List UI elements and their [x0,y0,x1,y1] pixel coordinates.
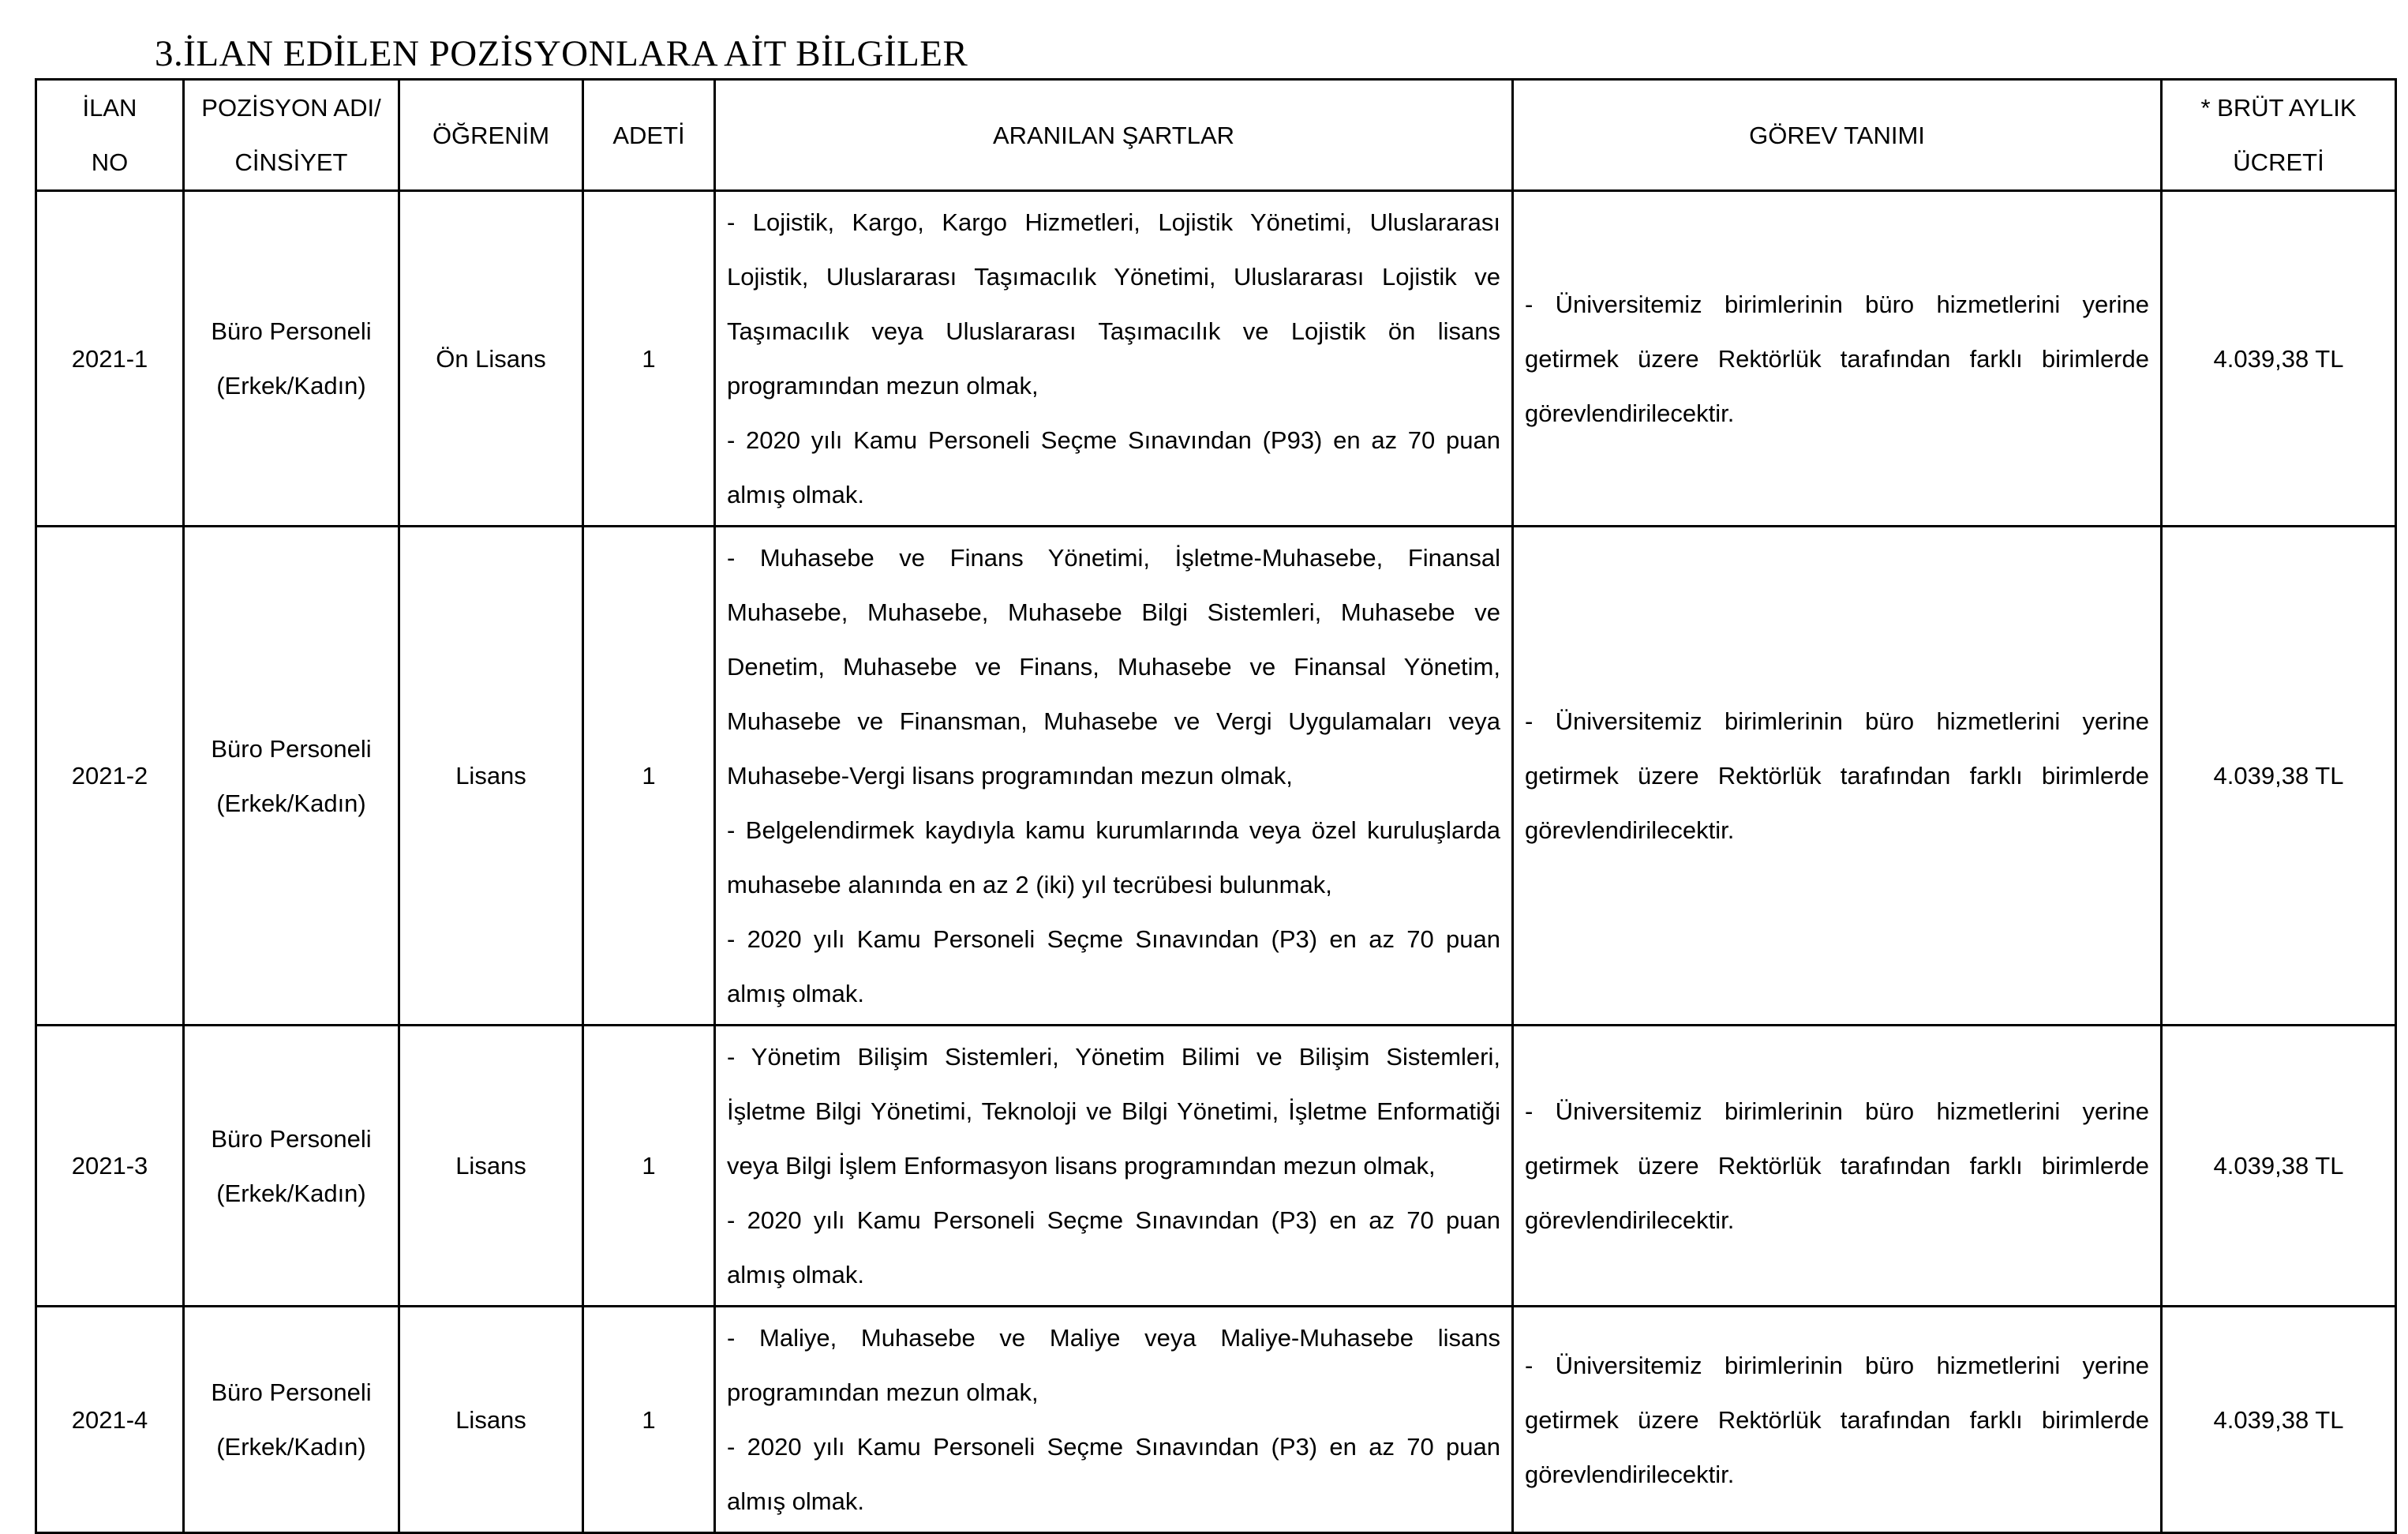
cell-aranilan-sartlar [715,191,1513,527]
cell-aranilan-sartlar [715,527,1513,1026]
section-title: 3.İLAN EDİLEN POZİSYONLARA AİT BİLGİLER [155,33,968,74]
cell-brut-ucret: 4.039,38 TL [2162,527,2396,1026]
cell-gorev-tanimi: - Üniversitemiz birimlerinin büro hizmetlerini yerine getirmek üzere Rektörlük tarafından farklı birimlerde görevlendirilecektir. [1513,191,2162,527]
cell-ilan-no: 2021-3 [36,1026,184,1307]
sart-item: - 2020 yılı Kamu Personeli Seçme Sınavından (P3) en az 70 puan almış olmak. [727,925,1500,1007]
table-header-row [36,80,2396,191]
sart-item: - Belgelendirmek kaydıyla kamu kurumlarında veya özel kuruluşlarda muhasebe alanında en az 2 (iki) yıl tecrübesi bulunmak, [727,816,1500,898]
table-row [36,527,2396,1026]
sart-item: - 2020 yılı Kamu Personeli Seçme Sınavından (P3) en az 70 puan almış olmak. [727,1206,1500,1288]
header-brut-ucret: * BRÜT AYLIK ÜCRETİ [2162,80,2396,191]
cell-pozisyon: Büro Personeli (Erkek/Kadın) [184,1307,399,1533]
cell-ilan-no: 2021-4 [36,1307,184,1533]
header-ogrenim: ÖĞRENİM [399,80,583,191]
cell-ilan-no: 2021-1 [36,191,184,527]
cell-adeti: 1 [583,191,715,527]
header-aranilan-sartlar: ARANILAN ŞARTLAR [715,80,1513,191]
cell-brut-ucret: 4.039,38 TL [2162,191,2396,527]
cell-ogrenim: Ön Lisans [399,191,583,527]
cell-adeti: 1 [583,527,715,1026]
table-row [36,191,2396,527]
cell-gorev-tanimi: - Üniversitemiz birimlerinin büro hizmetlerini yerine getirmek üzere Rektörlük tarafından farklı birimlerde görevlendirilecektir. [1513,1307,2162,1533]
table-row [36,1026,2396,1307]
cell-aranilan-sartlar [715,1307,1513,1533]
positions-table [35,78,2397,1534]
header-pozisyon: POZİSYON ADI/ CİNSİYET [184,80,399,191]
cell-adeti: 1 [583,1026,715,1307]
cell-pozisyon: Büro Personeli (Erkek/Kadın) [184,527,399,1026]
cell-ilan-no: 2021-2 [36,527,184,1026]
cell-gorev-tanimi: - Üniversitemiz birimlerinin büro hizmetlerini yerine getirmek üzere Rektörlük tarafından farklı birimlerde görevlendirilecektir. [1513,527,2162,1026]
cell-pozisyon: Büro Personeli (Erkek/Kadın) [184,191,399,527]
header-adeti: ADETİ [583,80,715,191]
cell-ogrenim: Lisans [399,1026,583,1307]
table-row [36,1307,2396,1533]
sart-item: - 2020 yılı Kamu Personeli Seçme Sınavından (P3) en az 70 puan almış olmak. [727,1433,1500,1515]
cell-adeti: 1 [583,1307,715,1533]
cell-ogrenim: Lisans [399,527,583,1026]
cell-gorev-tanimi: - Üniversitemiz birimlerinin büro hizmetlerini yerine getirmek üzere Rektörlük tarafından farklı birimlerde görevlendirilecektir. [1513,1026,2162,1307]
sart-item: - Yönetim Bilişim Sistemleri, Yönetim Bilimi ve Bilişim Sistemleri, İşletme Bilgi Yönetimi, Teknoloji ve Bilgi Yönetimi, İşletme Enformatiği veya Bilgi İşlem Enformasyon lisans programından mezun olmak, [727,1043,1500,1180]
cell-brut-ucret: 4.039,38 TL [2162,1307,2396,1533]
cell-brut-ucret: 4.039,38 TL [2162,1026,2396,1307]
sart-item: - 2020 yılı Kamu Personeli Seçme Sınavından (P93) en az 70 puan almış olmak. [727,426,1500,508]
cell-aranilan-sartlar [715,1026,1513,1307]
header-gorev-tanimi: GÖREV TANIMI [1513,80,2162,191]
sart-item: - Muhasebe ve Finans Yönetimi, İşletme-Muhasebe, Finansal Muhasebe, Muhasebe, Muhasebe Bilgi Sistemleri, Muhasebe ve Denetim, Muhasebe ve Finans, Muhasebe ve Finansal Yönetim, Muhasebe ve Finansman, Muhasebe ve Vergi Uygulamaları veya Muhasebe-Vergi lisans programından mezun olmak, [727,544,1500,790]
cell-ogrenim: Lisans [399,1307,583,1533]
sart-item: - Lojistik, Kargo, Kargo Hizmetleri, Lojistik Yönetimi, Uluslararası Lojistik, Uluslararası Taşımacılık Yönetimi, Uluslararası Lojistik ve Taşımacılık veya Uluslararası Taşımacılık ve Lojistik ön lisans programından mezun olmak, [727,208,1500,399]
cell-pozisyon: Büro Personeli (Erkek/Kadın) [184,1026,399,1307]
sart-item: - Maliye, Muhasebe ve Maliye veya Maliye-Muhasebe lisans programından mezun olmak, [727,1324,1500,1406]
header-ilan-no: İLAN NO [36,80,184,191]
